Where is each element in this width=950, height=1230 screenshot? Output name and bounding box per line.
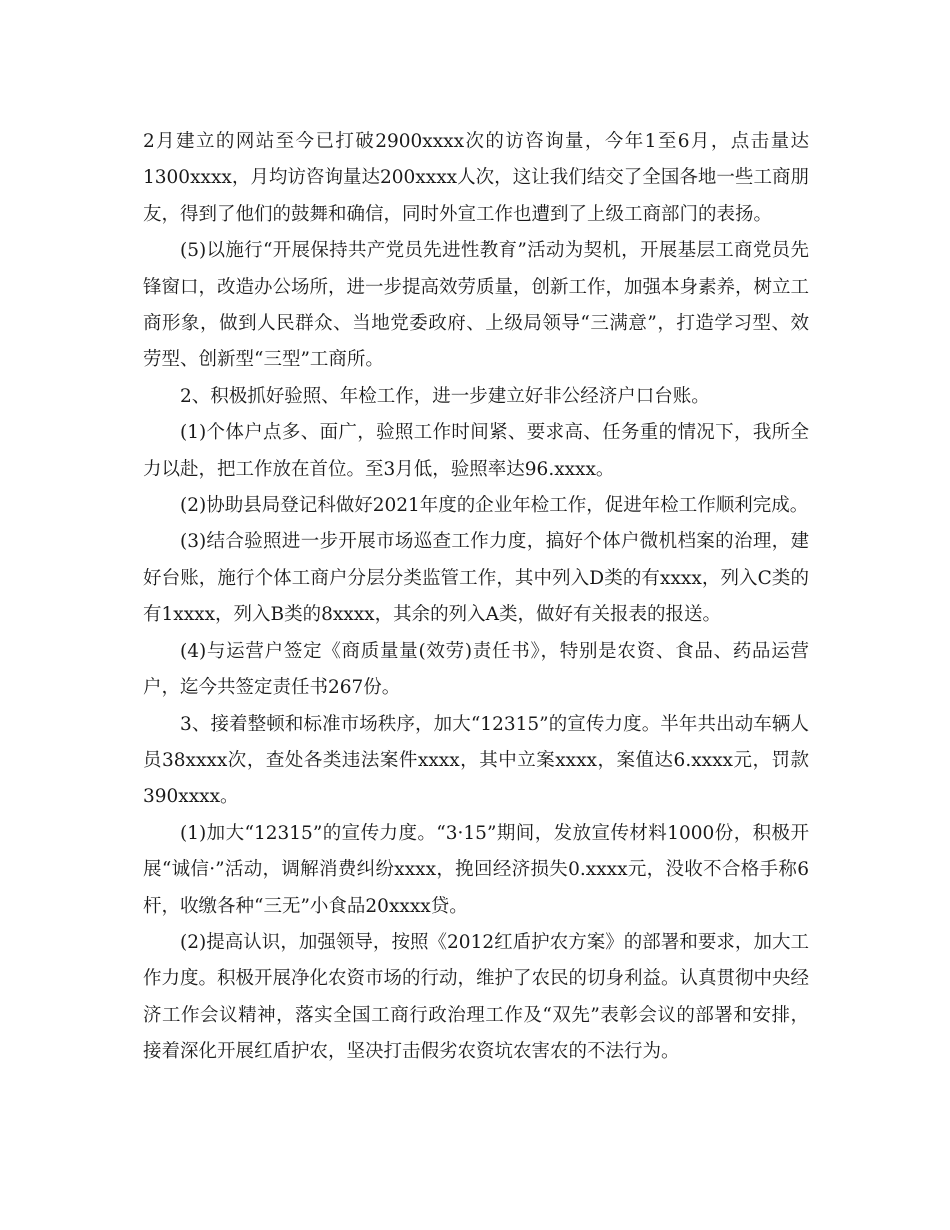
paragraph-item-4-responsibility-letter: (4)与运营户签定《商质量量(效劳)责任书》，特别是农资、食品、药品运营户，迄今共签定责任书267份。: [143, 640, 809, 699]
paragraph-section-2-heading: 2、积极抓好验照、年检工作，进一步建立好非公经济户口台账。: [180, 385, 710, 407]
paragraph-item-5-party-window: (5)以施行“开展保持共产党员先进性教育”活动为契机，开展基层工商党员先锋窗口，改造办公场所，进一步提高效劳质量，创新工作，加强本身素养，树立工商形象，做到人民群众、当地党委政府、上级局领导“三满意”，打造学习型、效劳型、创新型“三型”工商所。: [143, 240, 810, 371]
paragraph-website-visits: 2月建立的网站至今已打破2900xxxx次的访咨询量，今年1至6月，点击量达1300xxxx，月均访咨询量达200xxxx人次，这让我们结交了全国各地一些工商朋友，得到了他们的鼓舞和确信，同时外宣工作也遭到了上级工商部门的表扬。: [143, 131, 809, 225]
paragraph-item-2-annual-inspection: (2)协助县局登记科做好2021年度的企业年检工作，促进年检工作顺利完成。: [180, 495, 809, 517]
paragraph-item-2-red-shield: (2)提高认识，加强领导，按照《2012红盾护农方案》的部署和要求，加大工作力度。积极开展净化农资市场的行动，维护了农民的切身利益。认真贯彻中央经济工作会议精神，落实全国工商行政治理工作及“双先”表彰会议的部署和安排，接着深化开展红盾护农，坚决打击假劣农资坑农害农的不法行为。: [143, 931, 810, 1063]
paragraph-item-1-license-check: (1)个体户点多、面广，验照工作时间紧、要求高、任务重的情况下，我所全力以赴，把工作放在首位。至3月低，验照率达96.xxxx。: [143, 422, 809, 480]
paragraph-item-1-12315-publicity: (1)加大“12315”的宣传力度。“3·15”期间，发放宣传材料1000份，积极开展“诚信·”活动，调解消费纠纷xxxx，挽回经济损失0.xxxx元，没收不合格手称6杆，收缴各种“三无”小食品20xxxx贷。: [143, 822, 809, 917]
paragraph-item-3-market-patrol: (3)结合验照进一步开展市场巡查工作力度，搞好个体户微机档案的治理，建好台账，施行个体工商户分层分类监管工作，其中列入D类的有xxxx，列入C类的有1xxxx，列入B类的8xxxx，其余的列入A类，做好有关报表的报送。: [143, 531, 809, 626]
document-body: [143, 124, 809, 1071]
paragraph-section-3-heading: 3、接着整顿和标准市场秩序，加大“12315”的宣传力度。半年共出动车辆人员38xxxx次，查处各类违法案件xxxx，其中立案xxxx，案值达6.xxxx元，罚款390xxxx。: [143, 713, 809, 808]
